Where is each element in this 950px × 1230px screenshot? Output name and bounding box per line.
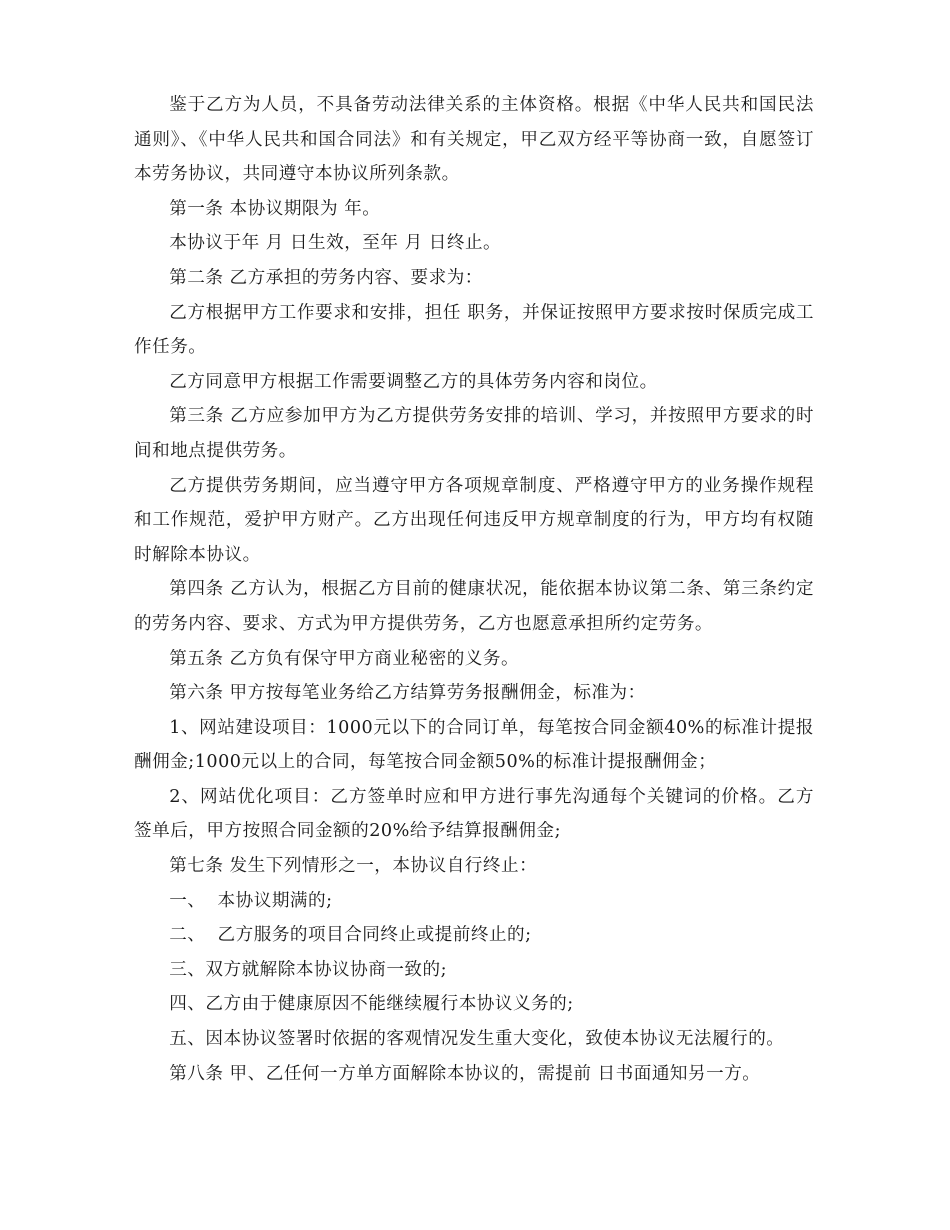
paragraph: 2、网站优化项目：乙方签单时应和甲方进行事先沟通每个关键词的价格。乙方签单后，甲方按照合同金额的20%给予结算报酬佣金; <box>134 786 814 842</box>
paragraph: 五、因本协议签署时依据的客观情况发生重大变化，致使本协议无法履行的。 <box>169 1029 785 1050</box>
paragraph: 第四条 乙方认为，根据乙方目前的健康状况，能依据本协议第二条、第三条约定的劳务内容、要求、方式为甲方提供劳务，乙方也愿意承担所约定劳务。 <box>134 579 814 634</box>
paragraph: 第三条 乙方应参加甲方为乙方提供劳务安排的培训、学习，并按照甲方要求的时间和地点提供劳务。 <box>134 406 814 461</box>
paragraph: 第五条 乙方负有保守甲方商业秘密的义务。 <box>169 648 520 669</box>
paragraph: 二、 乙方服务的项目合同终止或提前终止的; <box>169 925 532 946</box>
paragraph: 一、 本协议期满的; <box>169 890 333 911</box>
paragraph: 第一条 本协议期限为 年。 <box>169 198 381 219</box>
document-body <box>134 88 814 1091</box>
paragraph: 鉴于乙方为人员，不具备劳动法律关系的主体资格。根据《中华人民共和国民法通则》、《中华人民共和国合同法》和有关规定，甲乙双方经平等协商一致，自愿签订本劳务协议，共同遵守本协议所列条款。 <box>134 95 814 185</box>
paragraph: 第二条 乙方承担的劳务内容、要求为： <box>169 267 483 288</box>
paragraph: 乙方根据甲方工作要求和安排，担任 职务，并保证按照甲方要求按时保质完成工作任务。 <box>134 302 814 358</box>
paragraph: 第六条 甲方按每笔业务给乙方结算劳务报酬佣金，标准为： <box>169 683 646 704</box>
paragraph: 乙方提供劳务期间，应当遵守甲方各项规章制度、严格遵守甲方的业务操作规程和工作规范，爱护甲方财产。乙方出现任何违反甲方规章制度的行为，甲方均有权随时解除本协议。 <box>134 475 814 565</box>
paragraph: 乙方同意甲方根据工作需要调整乙方的具体劳务内容和岗位。 <box>169 371 658 392</box>
paragraph: 本协议于年 月 日生效，至年 月 日终止。 <box>169 233 502 254</box>
paragraph: 第七条 发生下列情形之一，本协议自行终止： <box>169 856 538 877</box>
paragraph: 1、网站建设项目：1000元以下的合同订单，每笔按合同金额40%的标准计提报酬佣金;1000元以上的合同，每笔按合同金额50%的标准计提报酬佣金； <box>134 717 814 773</box>
paragraph: 四、乙方由于健康原因不能继续履行本协议义务的; <box>169 994 574 1015</box>
paragraph: 三、双方就解除本协议协商一致的; <box>169 959 448 980</box>
paragraph: 第八条 甲、乙任何一方单方面解除本协议的，需提前 日书面通知另一方。 <box>169 1063 761 1084</box>
